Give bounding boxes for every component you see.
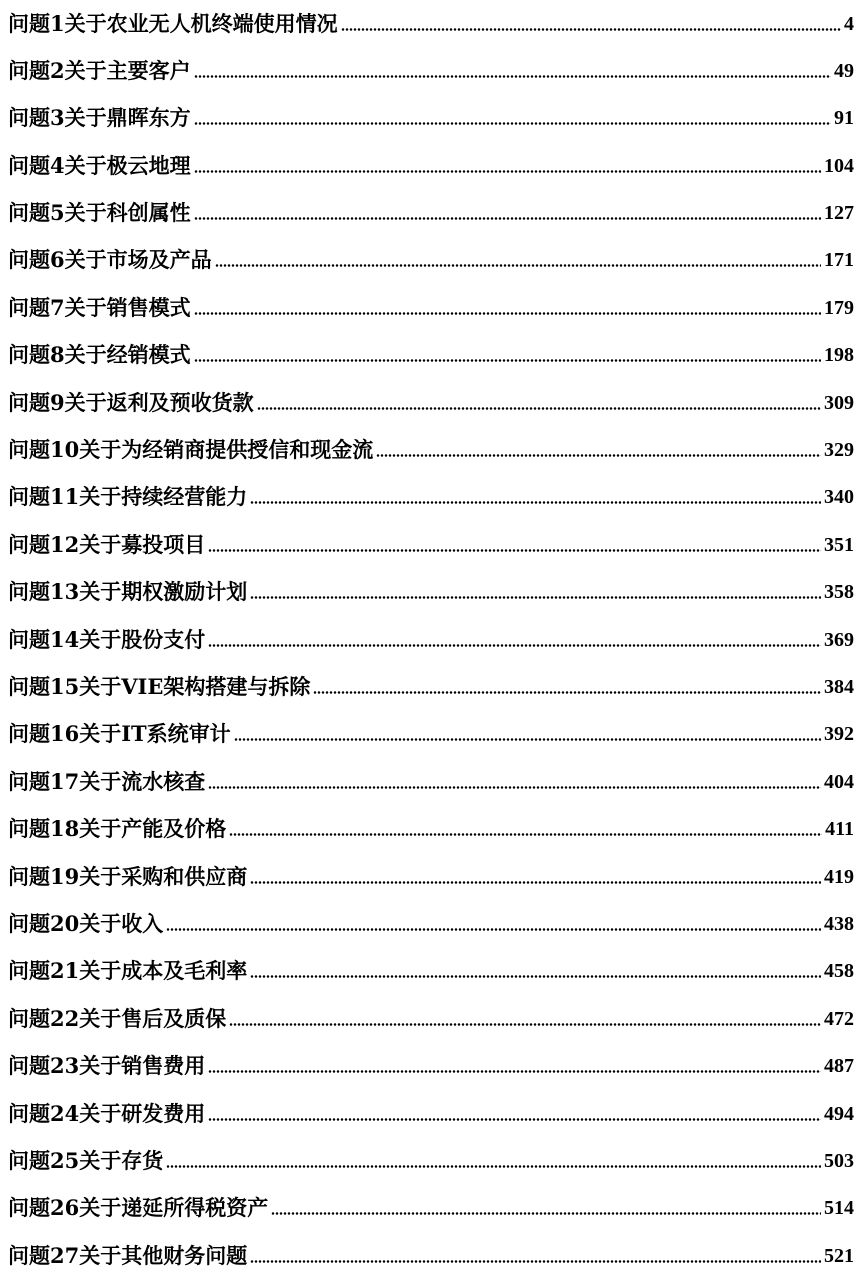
- toc-entry-24[interactable]: [8, 1090, 854, 1130]
- toc-entry-title: 问题21关于成本及毛利率: [8, 958, 248, 983]
- toc-entry-title: 问题13关于期权激励计划: [8, 579, 248, 604]
- toc-entry-18[interactable]: [8, 805, 854, 845]
- toc-entry-14[interactable]: [8, 616, 854, 656]
- toc-entry-page: 49: [834, 60, 854, 82]
- dot-leader: [166, 928, 821, 931]
- dot-leader: [194, 217, 821, 220]
- toc-entry-title: 问题2关于主要客户: [8, 58, 191, 83]
- toc-entry-title: 问题18关于产能及价格: [8, 816, 227, 841]
- toc-entry-page: 521: [824, 1245, 854, 1267]
- toc-entry-title: 问题11关于持续经营能力: [8, 484, 248, 509]
- toc-entry-title: 问题15关于VIE架构搭建与拆除: [8, 674, 311, 699]
- dot-leader: [313, 691, 821, 694]
- toc-entry-title: 问题5关于科创属性: [8, 200, 191, 225]
- toc-entry-9[interactable]: [8, 379, 854, 419]
- toc-entry-3[interactable]: [8, 94, 854, 134]
- toc-entry-19[interactable]: [8, 853, 854, 893]
- toc-entry-page: 4: [844, 13, 854, 35]
- dot-leader: [271, 1212, 821, 1215]
- toc-entry-page: 358: [824, 581, 854, 603]
- toc-entry-27[interactable]: [8, 1232, 854, 1272]
- toc-entry-page: 419: [824, 866, 854, 888]
- toc-entry-page: 494: [824, 1103, 854, 1125]
- dot-leader: [208, 1118, 821, 1121]
- dot-leader: [194, 75, 831, 78]
- dot-leader: [250, 1260, 821, 1263]
- toc-entry-page: 91: [834, 107, 854, 129]
- dot-leader: [166, 1165, 821, 1168]
- dot-leader: [250, 596, 821, 599]
- dot-leader: [250, 881, 821, 884]
- toc-entry-title: 问题20关于收入: [8, 911, 164, 936]
- toc-entry-page: 438: [824, 913, 854, 935]
- toc-entry-title: 问题1关于农业无人机终端使用情况: [8, 11, 338, 36]
- toc-entry-page: 179: [824, 297, 854, 319]
- toc-entry-page: 369: [824, 629, 854, 651]
- dot-leader: [194, 359, 821, 362]
- toc-entry-26[interactable]: [8, 1184, 854, 1224]
- toc-entry-title: 问题24关于研发费用: [8, 1101, 206, 1126]
- toc-entry-23[interactable]: [8, 1042, 854, 1082]
- toc-entry-page: 309: [824, 392, 854, 414]
- toc-entry-22[interactable]: [8, 995, 854, 1035]
- toc-entry-15[interactable]: [8, 663, 854, 703]
- toc-entry-1[interactable]: [8, 0, 854, 40]
- toc-entry-title: 问题27关于其他财务问题: [8, 1243, 248, 1268]
- toc-entry-page: 127: [824, 202, 854, 224]
- toc-entry-page: 171: [824, 249, 854, 271]
- toc-entry-page: 384: [824, 676, 854, 698]
- dot-leader: [250, 501, 821, 504]
- toc-entry-13[interactable]: [8, 568, 854, 608]
- dot-leader: [194, 312, 821, 315]
- dot-leader: [208, 1070, 821, 1073]
- dot-leader: [208, 644, 821, 647]
- toc-entry-page: 198: [824, 344, 854, 366]
- toc-entry-16[interactable]: [8, 710, 854, 750]
- toc-entry-title: 问题16关于IT系统审计: [8, 721, 231, 746]
- toc-entry-page: 411: [825, 818, 854, 840]
- toc-entry-title: 问题4关于极云地理: [8, 153, 191, 178]
- toc-entry-page: 487: [824, 1055, 854, 1077]
- dot-leader: [257, 407, 821, 410]
- toc-entry-17[interactable]: [8, 758, 854, 798]
- toc-entry-title: 问题14关于股份支付: [8, 627, 206, 652]
- toc-entry-10[interactable]: [8, 426, 854, 466]
- toc-entry-7[interactable]: [8, 284, 854, 324]
- dot-leader: [215, 264, 821, 267]
- dot-leader: [208, 549, 821, 552]
- toc-entry-page: 458: [824, 960, 854, 982]
- toc-entry-4[interactable]: [8, 142, 854, 182]
- toc-entry-title: 问题10关于为经销商提供授信和现金流: [8, 437, 374, 462]
- toc-entry-21[interactable]: [8, 947, 854, 987]
- toc-entry-title: 问题26关于递延所得税资产: [8, 1195, 269, 1220]
- toc-entry-title: 问题7关于销售模式: [8, 295, 191, 320]
- dot-leader: [234, 738, 821, 741]
- toc-entry-title: 问题17关于流水核查: [8, 769, 206, 794]
- toc-entry-25[interactable]: [8, 1137, 854, 1177]
- toc-entry-title: 问题6关于市场及产品: [8, 247, 212, 272]
- dot-leader: [208, 786, 821, 789]
- toc-entry-page: 329: [824, 439, 854, 461]
- toc-entry-page: 503: [824, 1150, 854, 1172]
- dot-leader: [194, 122, 831, 125]
- toc-entry-title: 问题22关于售后及质保: [8, 1006, 227, 1031]
- dot-leader: [229, 1023, 821, 1026]
- toc-entry-page: 404: [824, 771, 854, 793]
- toc-entry-page: 351: [824, 534, 854, 556]
- toc-entry-20[interactable]: [8, 900, 854, 940]
- toc-entry-12[interactable]: [8, 521, 854, 561]
- dot-leader: [229, 833, 822, 836]
- toc-entry-5[interactable]: [8, 189, 854, 229]
- toc-entry-page: 392: [824, 723, 854, 745]
- toc-entry-page: 472: [824, 1008, 854, 1030]
- dot-leader: [250, 975, 821, 978]
- toc-entry-title: 问题23关于销售费用: [8, 1053, 206, 1078]
- toc-entry-title: 问题3关于鼎晖东方: [8, 105, 191, 130]
- toc-entry-11[interactable]: [8, 473, 854, 513]
- toc-entry-title: 问题8关于经销模式: [8, 342, 191, 367]
- dot-leader: [376, 454, 821, 457]
- toc-entry-2[interactable]: [8, 47, 854, 87]
- toc-entry-title: 问题19关于采购和供应商: [8, 864, 248, 889]
- toc-entry-8[interactable]: [8, 331, 854, 371]
- toc-entry-title: 问题12关于募投项目: [8, 532, 206, 557]
- toc-entry-title: 问题25关于存货: [8, 1148, 164, 1173]
- toc-entry-page: 514: [824, 1197, 854, 1219]
- toc-entry-6[interactable]: [8, 236, 854, 276]
- dot-leader: [194, 170, 821, 173]
- dot-leader: [341, 28, 841, 31]
- toc-entry-page: 340: [824, 486, 854, 508]
- toc-entry-page: 104: [824, 155, 854, 177]
- toc-entry-title: 问题9关于返利及预收货款: [8, 390, 254, 415]
